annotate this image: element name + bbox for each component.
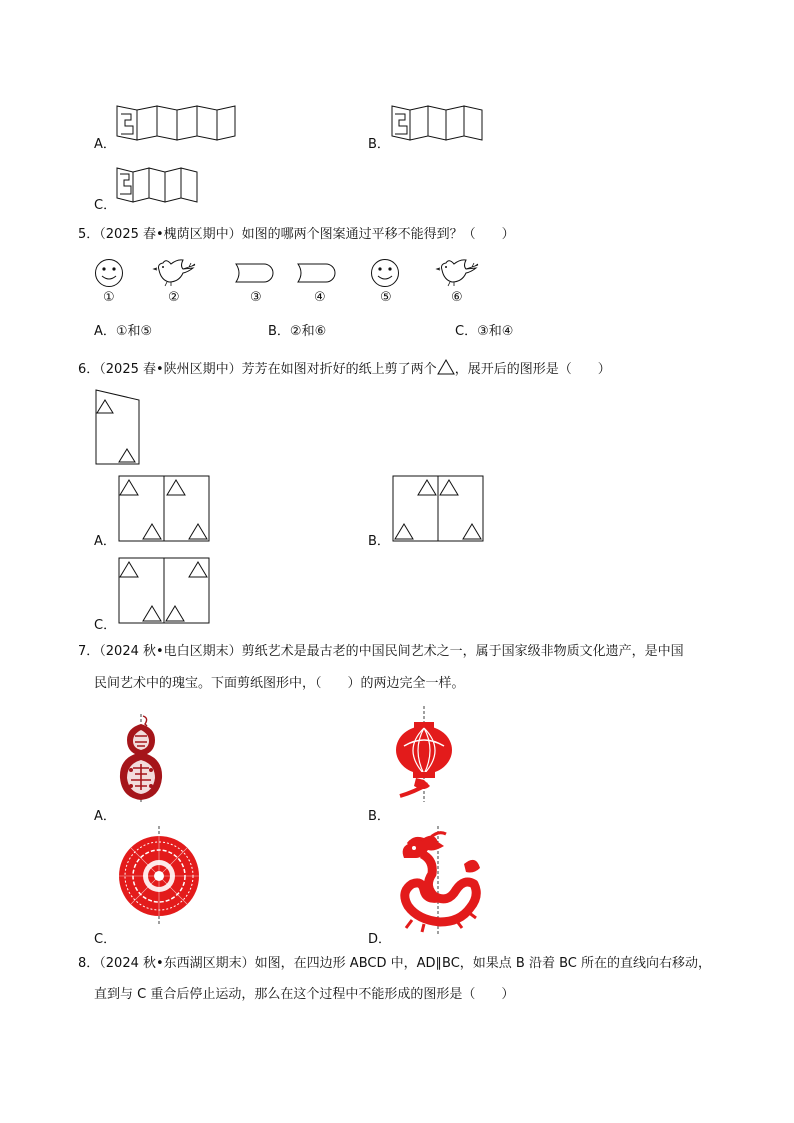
q5-figure-label-1: ① <box>103 290 115 305</box>
q5-capsule-figure-3 <box>234 262 278 284</box>
q5-figure-label-6: ⑥ <box>451 290 463 305</box>
q5-source: （2025 春•槐荫区期中） <box>99 227 242 242</box>
q5-option-b[interactable]: B．②和⑥ <box>268 324 327 339</box>
q8-text-line1: 如图，在四边形 ABCD 中，AD∥BC，如果点 B 沿着 BC 所在的直线向右移动， <box>254 956 711 971</box>
q6-option-b-label[interactable]: B． <box>368 534 390 549</box>
q7-stem-line1 <box>78 643 684 661</box>
q6-stem <box>78 359 611 379</box>
q8-stem-line1 <box>78 955 711 973</box>
q5-figure-label-5: ⑤ <box>380 290 392 305</box>
q8-number: 8． <box>78 956 100 971</box>
q7-option-a-label[interactable]: A． <box>94 809 116 824</box>
q5-dove-figure-6 <box>436 256 482 288</box>
q5-option-c[interactable]: C．③和④ <box>455 324 514 339</box>
q7-round-flower-papercut-figure <box>116 824 202 928</box>
q5-option-a[interactable]: A．①和⑤ <box>94 324 153 339</box>
q5-capsule-figure-4 <box>296 262 340 284</box>
q4-option-b-label: B． <box>368 137 390 152</box>
q4-option-c-figure <box>115 164 215 204</box>
q4-option-a-label: A． <box>94 137 116 152</box>
q6-option-c-label[interactable]: C． <box>94 618 117 633</box>
q7-option-c-label[interactable]: C． <box>94 932 117 947</box>
q5-number: 5． <box>78 227 100 242</box>
q6-text-part1: 芳芳在如图对折好的纸上剪了两个 <box>241 362 437 377</box>
q7-stem-line2: 民间艺术中的瑰宝。下面剪纸图形中，（ ）的两边完全一样。 <box>94 676 465 691</box>
triangle-icon <box>437 359 455 375</box>
q7-option-b-label[interactable]: B． <box>368 809 390 824</box>
q6-option-c-figure <box>118 557 212 625</box>
q7-dragon-papercut-figure <box>394 824 484 936</box>
q6-source: （2025 春•陕州区期中） <box>99 362 242 377</box>
q5-dove-figure-2 <box>153 256 199 288</box>
q8-stem-line2: 直到与 C 重合后停止运动，那么在这个过程中不能形成的图形是（ ） <box>94 987 515 1002</box>
q5-smiley-figure-1 <box>94 258 124 288</box>
q6-text-part2: ，展开后的图形是（ ） <box>454 362 611 377</box>
q5-smiley-figure-5 <box>370 258 400 288</box>
q4-option-c-label: C． <box>94 198 117 213</box>
q5-text: 如图的哪两个图案通过平移不能得到？（ ） <box>241 227 515 242</box>
q6-option-b-figure <box>392 475 486 543</box>
q6-option-a-figure <box>118 475 212 543</box>
q5-figure-label-3: ③ <box>250 290 262 305</box>
q5-figure-label-4: ④ <box>314 290 326 305</box>
q7-text-line1: 剪纸艺术是最古老的中国民间艺术之一，属于国家级非物质文化遗产，是中国 <box>241 644 684 659</box>
q6-folded-paper-figure <box>94 388 142 466</box>
q5-figure-label-2: ② <box>168 290 180 305</box>
q6-option-a-label[interactable]: A． <box>94 534 116 549</box>
q4-option-a-figure <box>115 102 237 142</box>
q6-number: 6． <box>78 362 100 377</box>
q7-gourd-papercut-figure <box>115 712 169 804</box>
q4-option-b-figure <box>390 102 486 142</box>
q7-lantern-papercut-figure <box>384 704 464 804</box>
q7-option-d-label[interactable]: D． <box>368 932 392 947</box>
q7-number: 7． <box>78 644 100 659</box>
q7-source: （2024 秋•电白区期末） <box>99 644 242 659</box>
q5-stem <box>78 226 515 244</box>
q8-source: （2024 秋•东西湖区期末） <box>99 956 255 971</box>
